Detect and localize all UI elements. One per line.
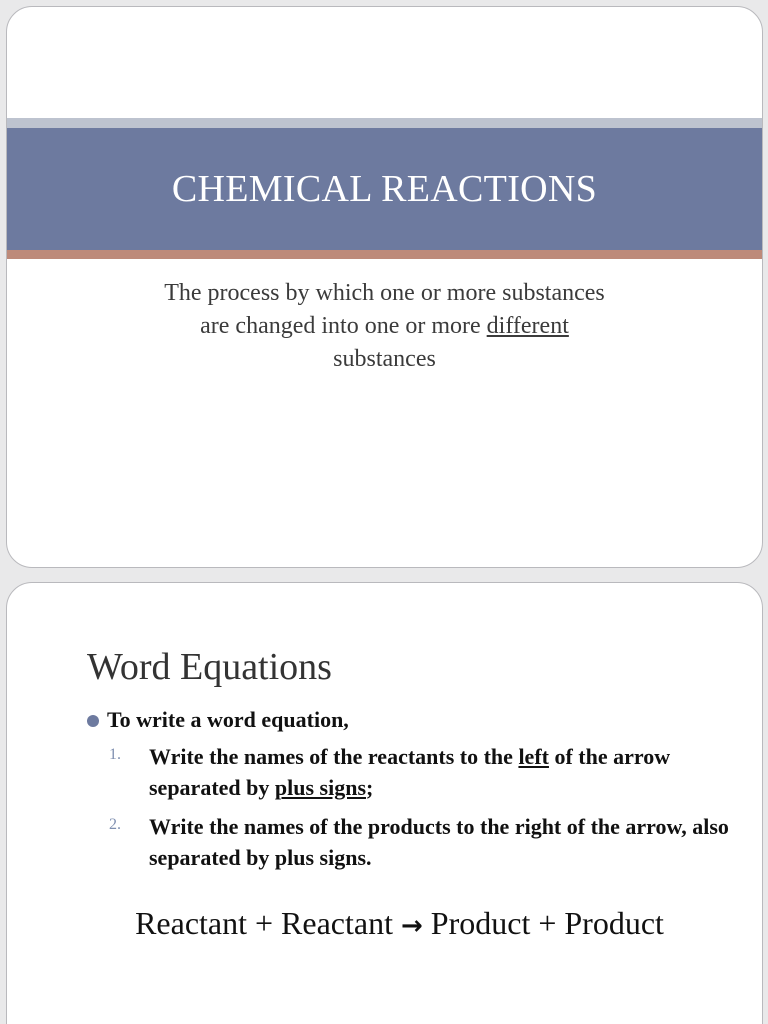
subtitle-line-3: substances <box>333 346 436 372</box>
subtitle-line-2 <box>7 310 762 343</box>
slide-title: CHEMICAL REACTIONS <box>171 168 598 210</box>
list-item-number: 2. <box>109 816 121 833</box>
bullet-text: To write a word equation, <box>107 707 349 732</box>
slide-subtitle <box>7 277 762 376</box>
subtitle-underlined-word: different <box>486 313 569 339</box>
list-item-text: Write the names of the products to the right of the arrow, also separated by plus signs. <box>149 814 729 870</box>
list-item <box>109 811 729 873</box>
slide-2 <box>6 582 763 1024</box>
title-bar-bottom-stripe <box>7 250 762 259</box>
slide-heading: Word Equations <box>87 646 332 688</box>
list-item-text-part: Write the names of the reactants to the <box>149 744 519 769</box>
list-item-text <box>149 741 729 803</box>
list-item-number: 1. <box>109 746 121 763</box>
slide-1 <box>6 6 763 568</box>
equation-products: Product + Product <box>430 905 664 941</box>
list-item-text-part: of the arrow separated by <box>149 744 671 800</box>
bullet-item <box>87 707 349 733</box>
title-bar <box>7 128 762 250</box>
word-equation <box>7 905 762 942</box>
numbered-list <box>109 741 729 881</box>
list-item <box>109 741 729 803</box>
title-bar-top-stripe <box>7 118 762 128</box>
equation-reactants: Reactant + Reactant <box>135 905 393 941</box>
right-arrow-icon: → <box>400 911 423 941</box>
bullet-dot-icon <box>87 715 99 727</box>
list-item-underlined: left <box>518 744 549 769</box>
list-item-underlined: plus signs <box>274 775 367 800</box>
list-item-text-part: ; <box>366 775 374 800</box>
subtitle-line-2-text: are changed into one or more <box>200 313 487 339</box>
subtitle-line-1: The process by which one or more substances <box>164 280 605 306</box>
